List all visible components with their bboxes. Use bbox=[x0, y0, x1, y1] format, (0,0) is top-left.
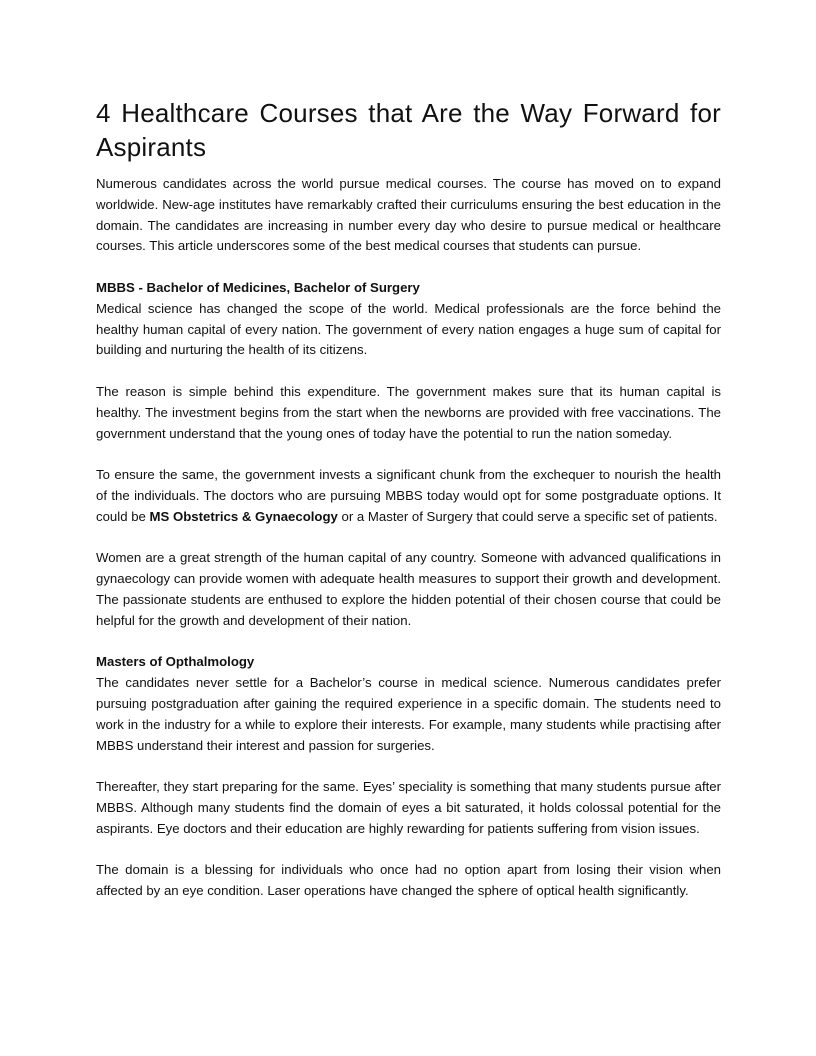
document-page bbox=[96, 96, 721, 902]
mbbs-paragraph-3-text-after: or a Master of Surgery that could serve a specific set of patients. bbox=[337, 508, 718, 524]
section-heading-ophthalmology: Masters of Opthalmology bbox=[96, 654, 255, 670]
ms-obstetrics-gynaecology-link-text: MS Obstetrics & Gynaecology bbox=[149, 508, 338, 524]
paragraph-gap bbox=[96, 632, 721, 653]
ophthalmology-paragraph-3: The domain is a blessing for individuals who once had no option apart from losing their vision when affected by an eye condition. Laser operations have changed the sphere of optical health significantly. bbox=[96, 862, 721, 899]
mbbs-paragraph-2: The reason is simple behind this expenditure. The government makes sure that its human capital is healthy. The investment begins from the start when the newborns are provided with free vaccinations. The government understand that the young ones of today have the potential to run the nation someday. bbox=[96, 383, 721, 441]
document-title: 4 Healthcare Courses that Are the Way Forward for Aspirants bbox=[96, 98, 721, 162]
ophthalmology-paragraph-1: The candidates never settle for a Bachelor’s course in medical science. Numerous candidates prefer pursuing postgraduation after gaining the required experience in a specific domain. The students need to work in the industry for a while to explore their interests. For example, many students while practising after MBBS understand their interest and passion for surgeries. bbox=[96, 675, 721, 753]
mbbs-paragraph-3-text-before: To ensure the same, the government invests a significant chunk from the exchequer to nourish the health of the individuals. The doctors who are pursuing MBBS today would opt for some postgraduate options. It could be bbox=[96, 467, 721, 524]
paragraph-gap bbox=[96, 444, 721, 465]
paragraph-gap bbox=[96, 756, 721, 777]
ophthalmology-paragraph-2: Thereafter, they start preparing for the same. Eyes’ speciality is something that many students pursue after MBBS. Although many students find the domain of eyes a bit saturated, it holds colossal potential for the aspirants. Eye doctors and their education are highly rewarding for patients suffering from vision issues. bbox=[96, 779, 721, 836]
mbbs-paragraph-4: Women are a great strength of the human capital of any country. Someone with advanced qualifications in gynaecology can provide women with adequate health measures to support their growth and development. The passionate students are enthused to explore the hidden potential of their chosen course that could be helpful for the growth and development of their nation. bbox=[96, 550, 721, 628]
paragraph-gap bbox=[96, 528, 721, 549]
mbbs-paragraph-3 bbox=[96, 465, 721, 527]
mbbs-paragraph-1: Medical science has changed the scope of the world. Medical professionals are the force behind the healthy human capital of every nation. The government of every nation engages a huge sum of capital for building and nurturing the health of its citizens. bbox=[96, 300, 721, 358]
section-heading-mbbs: MBBS - Bachelor of Medicines, Bachelor of Surgery bbox=[96, 279, 420, 295]
paragraph-gap bbox=[96, 361, 721, 382]
intro-paragraph: Numerous candidates across the world pursue medical courses. The course has moved on to expand worldwide. New-age institutes have remarkably crafted their curriculums ensuring the best education in the domain. The candidates are increasing in number every day who desire to pursue medical or healthcare courses. This article underscores some of the best medical courses that students can pursue. bbox=[96, 176, 721, 254]
paragraph-gap bbox=[96, 840, 721, 861]
paragraph-gap bbox=[96, 257, 721, 278]
